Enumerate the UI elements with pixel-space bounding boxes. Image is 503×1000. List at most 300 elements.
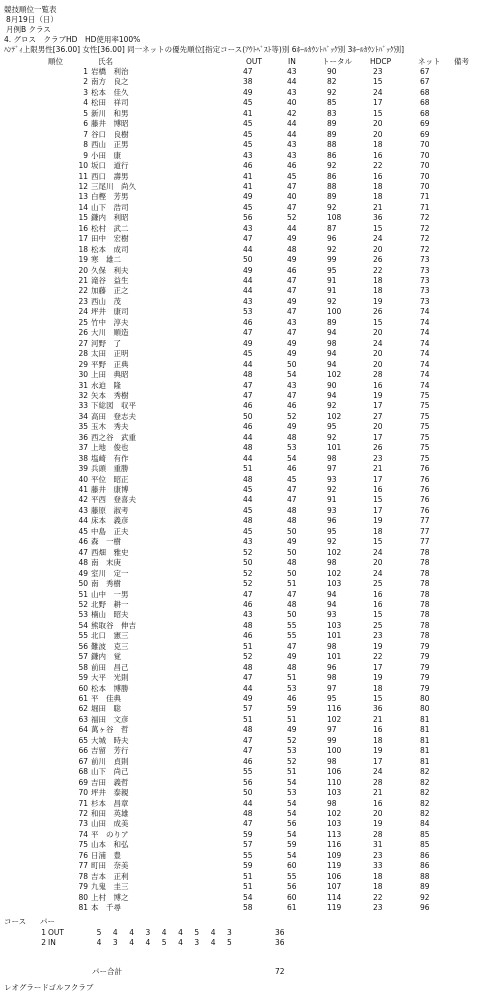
in-cell: 48 [287,516,297,526]
hdcp-cell: 19 [373,673,383,683]
rank-cell: 52 [78,599,88,609]
rank-cell: 46 [78,537,88,547]
hdcp-cell: 16 [373,171,383,181]
in-cell: 52 [287,213,297,223]
hdcp-cell: 25 [373,579,383,589]
hdcp-cell: 15 [373,223,383,233]
out-cell: 58 [243,903,253,912]
name-cell: 室川 定一 [91,568,129,578]
hdcp-cell: 18 [373,181,383,191]
net-cell: 73 [420,296,430,306]
rank-cell: 69 [78,777,88,787]
name-cell: 大川 順造 [91,328,129,338]
in-cell: 47 [287,276,297,285]
in-cell: 46 [287,464,297,474]
rank-cell: 66 [78,746,88,756]
out-cell: 41 [243,181,253,191]
name-cell: 南 秀樹 [91,579,121,589]
rank-cell: 7 [83,129,88,139]
hole-par: 3 [194,938,200,947]
rank-cell: 79 [78,882,88,892]
rank-cell: 57 [78,652,88,662]
net-cell: 76 [420,485,430,494]
in-cell: 44 [287,223,297,233]
name-cell: 藤原 淑考 [91,505,129,515]
rank-cell: 74 [78,829,88,839]
in-cell: 53 [287,788,297,798]
rank-cell: 67 [78,756,88,766]
out-cell: 44 [243,683,253,693]
total-cell: 97 [327,725,337,735]
total-cell: 94 [327,359,337,369]
total-cell: 92 [327,485,337,494]
out-cell: 47 [243,234,253,244]
hdcp-cell: 19 [373,390,383,400]
in-cell: 47 [287,495,297,505]
out-cell: 46 [243,161,253,171]
name-cell: 西之谷 武重 [91,432,136,442]
hdcp-cell: 23 [373,453,383,463]
net-cell: 70 [420,150,430,160]
table-row [0,538,503,548]
hdcp-cell: 18 [373,140,383,150]
out-cell: 49 [243,192,253,202]
name-cell: 堀田 聡 [91,704,121,714]
rank-cell: 41 [78,485,88,494]
in-cell: 49 [287,296,297,306]
net-cell: 78 [420,568,430,578]
out-cell: 47 [243,673,253,683]
total-cell: 106 [327,767,342,777]
name-cell: 前川 貞則 [91,756,129,766]
rank-cell: 27 [78,338,88,348]
hdcp-cell: 15 [373,694,383,703]
net-cell: 86 [420,850,430,860]
name-cell: 楠山 昭夫 [91,610,129,620]
total-cell: 90 [327,67,337,76]
rank-cell: 45 [78,526,88,536]
rank-cell: 59 [78,673,88,683]
rank-cell: 34 [78,411,88,421]
in-cell: 55 [287,620,297,630]
hdcp-cell: 20 [373,119,383,129]
total-cell: 97 [327,683,337,693]
par-total-label: パー合計 [92,967,122,976]
net-cell: 75 [420,422,430,432]
net-cell: 80 [420,704,430,714]
name-cell: 杉本 昌章 [91,798,129,808]
total-cell: 92 [327,244,337,254]
name-cell: 山田 成美 [91,819,129,829]
rank-cell: 47 [78,547,88,557]
total-cell: 103 [327,788,342,798]
hdcp-cell: 17 [373,98,383,108]
hdcp-cell: 22 [373,265,383,275]
rank-cell: 4 [83,98,88,108]
hdcp-cell: 15 [373,317,383,327]
net-cell: 74 [420,380,430,390]
total-cell: 93 [327,610,337,620]
rank-cell: 10 [78,161,88,171]
table-row [0,78,503,88]
rank-cell: 65 [78,735,88,745]
hdcp-cell: 22 [373,161,383,171]
out-cell: 46 [243,401,253,411]
course-par-total: 36 [275,938,285,947]
name-cell: 三尾川 尚久 [91,181,136,191]
hdcp-cell: 18 [373,882,383,892]
table-row [0,371,503,381]
in-cell: 48 [287,244,297,254]
in-cell: 43 [287,317,297,327]
out-cell: 45 [243,505,253,515]
hdcp-cell: 19 [373,746,383,756]
in-cell: 47 [287,589,297,599]
in-cell: 47 [287,181,297,191]
in-cell: 53 [287,746,297,756]
in-cell: 48 [287,599,297,609]
out-cell: 59 [243,829,253,839]
rank-cell: 31 [78,380,88,390]
out-cell: 55 [243,767,253,777]
rank-cell: 39 [78,464,88,474]
net-cell: 76 [420,495,430,505]
total-cell: 109 [327,850,342,860]
out-cell: 45 [243,485,253,494]
name-cell: 河野 了 [91,338,121,348]
in-cell: 50 [287,568,297,578]
name-cell: 平野 正典 [91,359,129,369]
name-cell: 谷口 良樹 [91,129,129,139]
rank-cell: 20 [78,265,88,275]
net-cell: 72 [420,213,430,223]
in-cell: 52 [287,756,297,766]
name-cell: 水迫 隆 [91,380,121,390]
hdcp-cell: 24 [373,568,383,578]
name-cell: 松本 成司 [91,244,129,254]
out-cell: 48 [243,620,253,630]
net-cell: 70 [420,140,430,150]
rank-cell: 60 [78,683,88,693]
rank-cell: 32 [78,390,88,400]
out-cell: 51 [243,871,253,881]
course-number: 1 [41,928,46,937]
hdcp-cell: 24 [373,547,383,557]
net-cell: 89 [420,882,430,892]
name-cell: 矢本 秀樹 [91,390,129,400]
total-cell: 91 [327,276,337,285]
total-cell: 103 [327,620,342,630]
rank-cell: 14 [78,202,88,212]
rank-cell: 63 [78,714,88,724]
col-net: ネット [418,57,441,66]
rank-cell: 44 [78,516,88,526]
rank-cell: 78 [78,871,88,881]
name-cell: 大城 時夫 [91,735,129,745]
name-cell: 吉田 義哲 [91,777,129,787]
out-cell: 46 [243,756,253,766]
hdcp-cell: 17 [373,505,383,515]
net-cell: 81 [420,746,430,756]
net-cell: 82 [420,767,430,777]
in-cell: 47 [287,390,297,400]
out-cell: 48 [243,725,253,735]
hdcp-cell: 21 [373,202,383,212]
out-cell: 51 [243,464,253,474]
total-cell: 102 [327,714,342,724]
rank-cell: 43 [78,505,88,515]
net-cell: 75 [420,453,430,463]
total-cell: 96 [327,516,337,526]
out-cell: 44 [243,244,253,254]
in-cell: 43 [287,150,297,160]
net-cell: 88 [420,871,430,881]
club-name: レオグラードゴルフクラブ [4,983,94,992]
table-row [0,747,503,757]
name-cell: 森 一樹 [91,537,121,547]
rank-cell: 5 [83,108,88,118]
net-cell: 73 [420,255,430,265]
course-row [0,929,503,939]
hole-par: 4 [145,938,151,947]
name-cell: 藤井 博昭 [91,119,129,129]
out-cell: 41 [243,171,253,181]
rank-cell: 36 [78,432,88,442]
out-cell: 38 [243,77,253,87]
total-cell: 86 [327,171,337,181]
out-cell: 43 [243,150,253,160]
name-cell: 中島 正夫 [91,526,129,536]
total-cell: 107 [327,882,342,892]
col-hdcp: HDCP [370,57,392,66]
total-cell: 94 [327,349,337,359]
hdcp-cell: 18 [373,683,383,693]
out-cell: 43 [243,610,253,620]
in-cell: 46 [287,401,297,411]
net-cell: 78 [420,579,430,589]
net-cell: 70 [420,161,430,171]
hdcp-cell: 26 [373,255,383,265]
rank-cell: 19 [78,255,88,265]
out-cell: 49 [243,694,253,703]
total-cell: 91 [327,286,337,296]
name-cell: 鎌内 利昭 [91,213,129,223]
net-cell: 77 [420,537,430,547]
table-row [0,517,503,527]
name-cell: 坪井 泰親 [91,788,129,798]
rank-cell: 81 [78,903,88,912]
net-cell: 78 [420,610,430,620]
total-cell: 101 [327,443,342,453]
in-cell: 49 [287,652,297,662]
name-cell: 山下 浩司 [91,202,129,212]
total-cell: 97 [327,464,337,474]
name-cell: 南 末庚 [91,558,121,568]
in-cell: 49 [287,422,297,432]
table-row [0,841,503,851]
total-cell: 93 [327,505,337,515]
net-cell: 75 [420,411,430,421]
out-cell: 50 [243,788,253,798]
rank-cell: 40 [78,474,88,484]
net-cell: 73 [420,286,430,296]
in-cell: 46 [287,694,297,703]
in-cell: 49 [287,255,297,265]
hdcp-cell: 16 [373,725,383,735]
table-row [0,308,503,318]
table-row [0,402,503,412]
name-cell: 難波 克三 [91,641,129,651]
table-row [0,591,503,601]
table-row [0,768,503,778]
out-cell: 44 [243,432,253,442]
in-cell: 51 [287,673,297,683]
rank-cell: 64 [78,725,88,735]
in-cell: 43 [287,140,297,150]
total-cell: 92 [327,161,337,171]
total-cell: 108 [327,213,342,223]
rank-cell: 2 [83,77,88,87]
in-cell: 52 [287,735,297,745]
in-cell: 50 [287,359,297,369]
total-cell: 86 [327,150,337,160]
name-cell: 西畑 雅史 [91,547,129,557]
in-cell: 60 [287,892,297,902]
net-cell: 74 [420,349,430,359]
name-cell: 北口 憲三 [91,631,129,641]
hdcp-cell: 18 [373,871,383,881]
table-row [0,99,503,109]
total-cell: 82 [327,77,337,87]
net-cell: 78 [420,558,430,568]
net-cell: 72 [420,234,430,244]
net-cell: 74 [420,370,430,380]
hdcp-cell: 18 [373,276,383,285]
net-cell: 71 [420,202,430,212]
table-row [0,444,503,454]
name-cell: 萬ヶ谷 哲 [91,725,129,735]
par-label: パー [40,917,55,926]
net-cell: 85 [420,829,430,839]
out-cell: 51 [243,641,253,651]
net-cell: 69 [420,129,430,139]
name-cell: 兵頭 重勝 [91,464,129,474]
total-cell: 98 [327,453,337,463]
net-cell: 81 [420,735,430,745]
in-cell: 49 [287,349,297,359]
net-cell: 82 [420,798,430,808]
net-cell: 72 [420,223,430,233]
table-row [0,862,503,872]
table-row [0,193,503,203]
hdcp-cell: 20 [373,359,383,369]
out-cell: 48 [243,662,253,672]
total-cell: 102 [327,547,342,557]
name-cell: 山下 尚己 [91,767,129,777]
name-cell: 白樫 芳男 [91,192,129,202]
net-cell: 78 [420,631,430,641]
net-cell: 76 [420,505,430,515]
total-cell: 85 [327,98,337,108]
net-cell: 76 [420,474,430,484]
net-cell: 74 [420,307,430,317]
total-cell: 92 [327,87,337,97]
in-cell: 51 [287,579,297,589]
total-cell: 92 [327,537,337,547]
total-cell: 89 [327,192,337,202]
in-cell: 46 [287,265,297,275]
hole-par: 3 [145,928,151,937]
handicap-rule: ﾊﾝﾃﾞｨ上限男性[36.00] 女性[36.00] 同一ネットの優先順位[指定コース(ｱｳﾄﾍﾞｽﾄ等)別 6ﾎｰﾙｶｳﾝﾄﾊﾞｯｸ別 3ﾎｰﾙｶｳﾝﾄﾊﾞｯｸ別] [4,45,405,54]
name-cell: 太田 正明 [91,349,129,359]
in-cell: 51 [287,714,297,724]
total-cell: 88 [327,140,337,150]
out-cell: 47 [243,819,253,829]
hdcp-cell: 24 [373,87,383,97]
out-cell: 56 [243,777,253,787]
hdcp-cell: 23 [373,850,383,860]
rank-cell: 37 [78,443,88,453]
out-cell: 52 [243,547,253,557]
total-cell: 98 [327,673,337,683]
total-cell: 89 [327,317,337,327]
in-cell: 54 [287,829,297,839]
out-cell: 57 [243,704,253,714]
out-cell: 52 [243,579,253,589]
hdcp-cell: 18 [373,192,383,202]
hdcp-cell: 20 [373,328,383,338]
name-cell: 松田 祥司 [91,98,129,108]
table-row [0,256,503,266]
in-cell: 48 [287,505,297,515]
hdcp-cell: 16 [373,599,383,609]
rank-cell: 71 [78,798,88,808]
hdcp-cell: 26 [373,443,383,453]
hdcp-cell: 19 [373,819,383,829]
total-cell: 100 [327,746,342,756]
name-cell: 和田 英雄 [91,808,129,818]
total-cell: 98 [327,558,337,568]
net-cell: 78 [420,620,430,630]
hdcp-cell: 18 [373,735,383,745]
net-cell: 82 [420,788,430,798]
rank-cell: 21 [78,276,88,285]
out-cell: 53 [243,307,253,317]
hdcp-cell: 17 [373,432,383,442]
rank-cell: 18 [78,244,88,254]
in-cell: 50 [287,610,297,620]
total-cell: 106 [327,871,342,881]
hole-par: 3 [227,928,232,937]
in-cell: 40 [287,98,297,108]
out-cell: 44 [243,286,253,296]
table-row [0,820,503,830]
in-cell: 49 [287,537,297,547]
net-cell: 69 [420,119,430,129]
net-cell: 86 [420,861,430,871]
table-row [0,632,503,642]
hole-par: 4 [129,938,134,947]
hdcp-cell: 31 [373,840,383,850]
out-cell: 49 [243,338,253,348]
hdcp-cell: 24 [373,234,383,244]
rank-cell: 8 [83,140,88,150]
table-row [0,214,503,224]
in-cell: 53 [287,443,297,453]
hdcp-cell: 15 [373,77,383,87]
in-cell: 43 [287,380,297,390]
net-cell: 75 [420,390,430,400]
